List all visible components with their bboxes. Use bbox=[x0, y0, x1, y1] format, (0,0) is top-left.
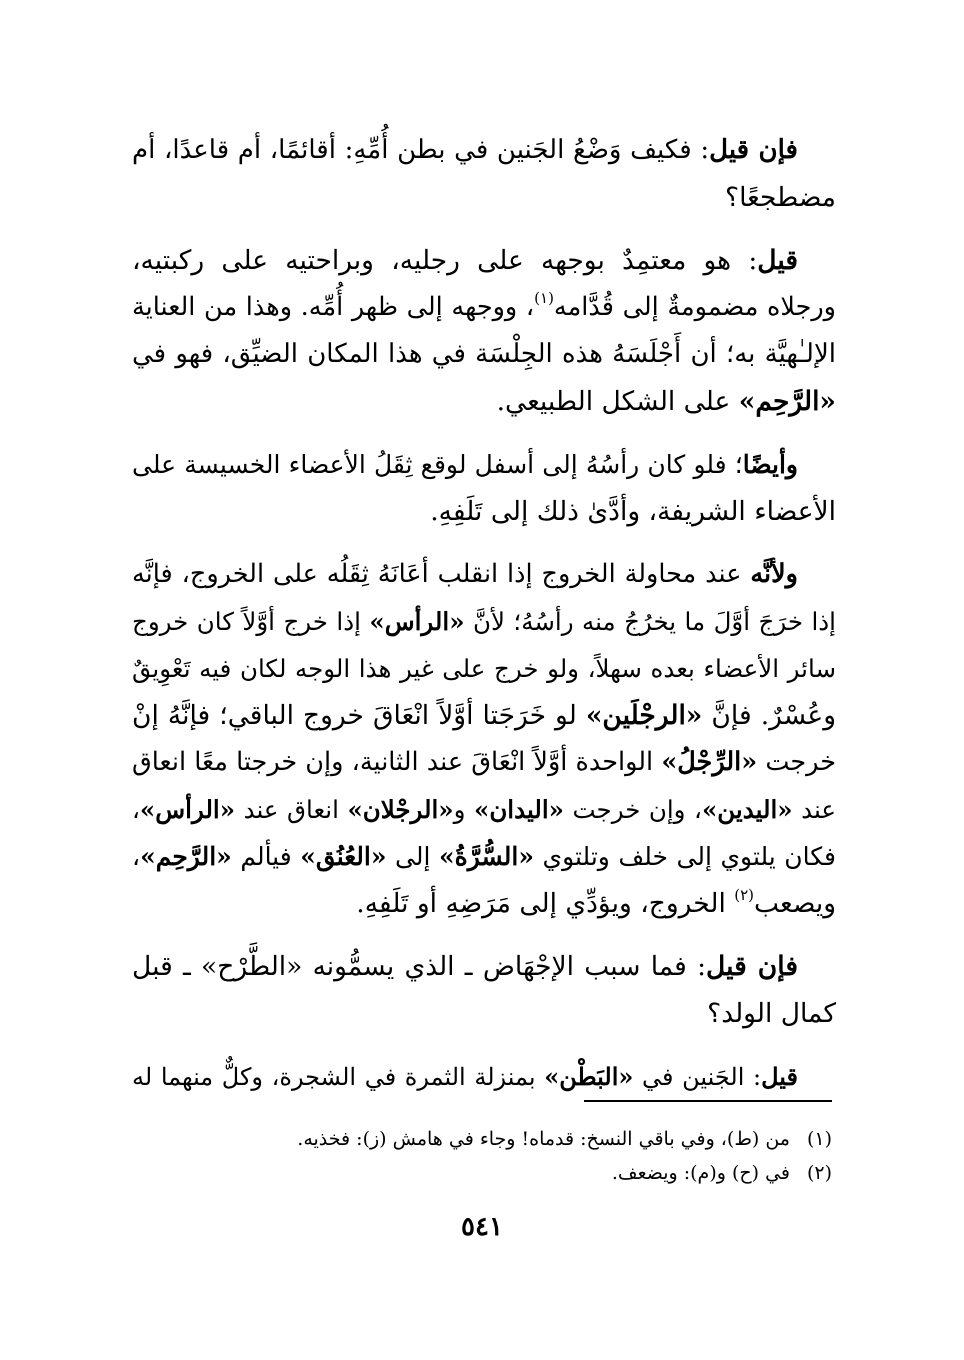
quoted-term: «الرأس» bbox=[139, 795, 236, 824]
quoted-term: «الرأس» bbox=[369, 607, 465, 636]
quoted-term: «الرَّحِم» bbox=[738, 386, 836, 417]
paragraph-4 bbox=[132, 551, 836, 927]
paragraph-3 bbox=[132, 441, 836, 535]
text-line: ورجلاه مضمومةٌ إلى قُدَّامه$^{(١)}$، ووجهه إلى ظهر أُمِّه. وهذا من العناية bbox=[132, 289, 836, 322]
text-line: وأيضًا؛ فلو كان رأسُهُ إلى أسفل لوقع ثِقَلُ الأعضاء الخسيسة على bbox=[132, 450, 798, 479]
footnote-ref-2: (٢) bbox=[734, 886, 755, 904]
lead-phrase: قيل bbox=[757, 245, 798, 276]
text-line: خرجت «الرِّجْلُ» الواحدة أوَّلاً انْعَاقَ عند الثانية، وإن خرجتا معًا انعاق bbox=[132, 747, 836, 777]
quoted-term: «الرجْلَين» bbox=[585, 700, 703, 731]
text-line: ولأنَّه عند محاولة الخروج إذا انقلب أعَانَهُ ثِقَلُه على الخروج، فإنَّه bbox=[132, 559, 798, 589]
footnote-number: (٢) bbox=[806, 1162, 832, 1184]
paragraph-5 bbox=[132, 943, 836, 1037]
footnote-text: في (ح) و(م): ويضعف. bbox=[611, 1162, 790, 1184]
text-line: مضطجعًا؟ bbox=[725, 182, 836, 213]
quoted-term: «الرِّجْلُ» bbox=[661, 747, 758, 777]
text-line: سائر الأعضاء بعده سهلاً، ولو خرج على غير هذا الوجه لكان فيه تَعْوِيقٌ bbox=[132, 654, 836, 683]
footnote-number: (١) bbox=[806, 1128, 832, 1150]
lead-phrase: وأيضًا bbox=[742, 450, 798, 479]
text-line: قيل: هو معتمِدٌ بوجهه على رجليه، وبراحتيه على ركبتيه، bbox=[132, 245, 798, 276]
text-line: وعُسْرٌ. فإنَّ «الرجْلَين» لو خَرَجَتا أوَّلاً انْعَاقَ خروج الباقي؛ فإنَّهُ إنْ bbox=[132, 700, 836, 731]
lead-phrase: قيل bbox=[761, 1062, 798, 1091]
text-line: كمال الولد؟ bbox=[707, 998, 836, 1029]
text-line: فإن قيل: فكيف وَضْعُ الجَنين في بطن أُمِّهِ: أقائمًا، أم قاعدًا، أم bbox=[132, 135, 798, 165]
lead-phrase: ولأنَّه bbox=[750, 559, 798, 589]
footnote-1 bbox=[132, 1122, 832, 1156]
quoted-term: «اليدان» bbox=[474, 795, 564, 824]
quoted-term: «الرجْلان» bbox=[347, 795, 454, 824]
footnotes bbox=[132, 1122, 832, 1190]
text-line: عند «اليدين»، وإن خرجت «اليدان» و«الرجْلان» انعاق عند «الرأس»، bbox=[132, 795, 836, 824]
lead-phrase: فإن قيل bbox=[709, 135, 798, 165]
text-line: فإن قيل: فما سبب الإجْهَاض ـ الذي يسمُّونه «الطَّرْح» ـ قبل bbox=[132, 951, 798, 982]
text-line: ويصعب$^{(٢)}$ الخروج، ويؤدِّي إلى مَرَضِهِ أو تَلَفِهِ. bbox=[356, 886, 836, 919]
text-line: قيل: الجَنين في «البَطْن» بمنزلة الثمرة في الشجرة، وكلٌّ منهما له bbox=[132, 1062, 798, 1091]
quoted-term: «الرَّحِم» bbox=[140, 842, 232, 871]
text-line: إذا خرَجَ أوَّلَ ما يخرُجُ منه رأسُهُ؛ لأنَّ «الرأس» إذا خرج أوَّلاً كان خروج bbox=[132, 607, 836, 636]
quoted-term: «العُنُق» bbox=[300, 842, 387, 871]
footnote-ref-1: (١) bbox=[534, 289, 554, 307]
text-line: «الرَّحِم» على الشكل الطبيعي. bbox=[496, 386, 836, 417]
quoted-term: «السُّرَّةُ» bbox=[438, 842, 534, 871]
page-number: ٥٤١ bbox=[461, 1212, 503, 1242]
footnote-text: من (ط)، وفي باقي النسخ: قدماه! وجاء في هامش (ز): فخذيه. bbox=[297, 1128, 790, 1150]
paragraph-1 bbox=[132, 127, 836, 221]
text-line: الأعضاء الشريفة، وأدَّىٰ ذلك إلى تَلَفِهِ. bbox=[430, 496, 836, 527]
quoted-term: «اليدين» bbox=[701, 795, 793, 824]
paragraph-6 bbox=[132, 1053, 836, 1101]
footnote-divider bbox=[584, 1100, 832, 1102]
quoted-term: «البَطْن» bbox=[544, 1062, 634, 1091]
text-line: فكان يلتوي إلى خلف وتلتوي «السُّرَّةُ» إلى «العُنُق» فيألم «الرَّحِم»، bbox=[132, 842, 836, 871]
paragraph-2 bbox=[132, 237, 836, 425]
text-line: الإلـٰهيَّة به؛ أن أَجْلَسَهُ هذه الجِلْسَة في هذا المكان الضيِّق، فهو في bbox=[132, 339, 836, 369]
lead-phrase: فإن قيل bbox=[706, 951, 798, 982]
footnote-2 bbox=[132, 1156, 832, 1190]
